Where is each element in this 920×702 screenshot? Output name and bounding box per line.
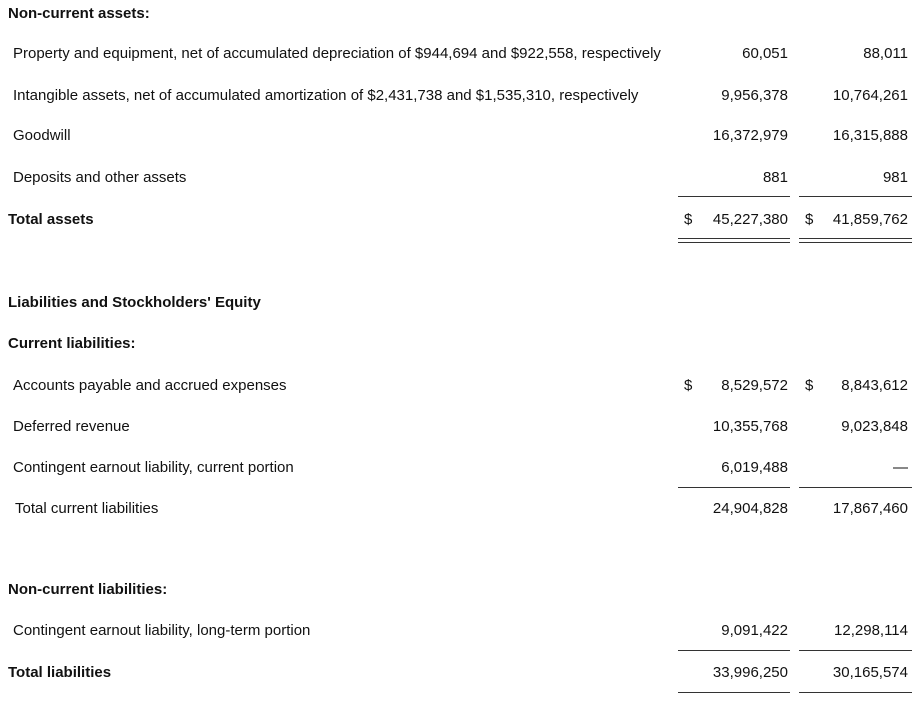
value-prior-year: 16,315,888 <box>832 127 908 144</box>
subtotal-rule <box>799 196 912 197</box>
value-prior-year: 10,764,261 <box>832 87 908 104</box>
value-prior-year: 17,867,460 <box>832 500 908 517</box>
table-row-accounts-payable <box>0 376 920 396</box>
section-non-current-assets <box>0 4 920 24</box>
row-label: Deposits and other assets <box>13 169 187 186</box>
section-heading: Liabilities and Stockholders' Equity <box>8 294 261 311</box>
total-double-rule <box>678 238 790 243</box>
section-heading: Current liabilities: <box>8 335 136 352</box>
value-prior-year: 12,298,114 <box>834 622 908 639</box>
value-current-year: 881 <box>762 169 788 186</box>
currency-symbol: $ <box>805 377 814 394</box>
section-current-liabilities <box>0 334 920 354</box>
table-row-intangible <box>0 86 920 106</box>
section-non-current-liabilities <box>0 580 920 600</box>
value-prior-year: — <box>893 459 908 476</box>
row-label: Total liabilities <box>8 664 112 681</box>
table-row-total-current-liabilities <box>0 499 920 519</box>
subtotal-rule <box>678 487 790 488</box>
value-current-year: 60,051 <box>742 45 788 62</box>
table-row-total-assets <box>0 210 920 230</box>
subtotal-rule <box>799 487 912 488</box>
section-liabilities-equity <box>0 293 920 313</box>
table-row-deposits <box>0 168 920 188</box>
row-label: Property and equipment, net of accumulated depreciation of $944,694 and $922,558, respectively <box>13 45 661 62</box>
row-label: Accounts payable and accrued expenses <box>13 377 287 394</box>
row-label: Intangible assets, net of accumulated amortization of $2,431,738 and $1,535,310, respectively <box>13 87 639 104</box>
value-prior-year: 30,165,574 <box>832 664 908 681</box>
value-current-year: 16,372,979 <box>712 127 788 144</box>
row-label: Deferred revenue <box>13 418 130 435</box>
value-current-year: 6,019,488 <box>721 459 788 476</box>
section-heading: Non-current liabilities: <box>8 581 168 598</box>
value-current-year: 10,355,768 <box>712 418 788 435</box>
row-label: Goodwill <box>13 127 71 144</box>
value-current-year: 45,227,380 <box>712 211 788 228</box>
table-row-earnout-long-term <box>0 621 920 641</box>
table-row-total-liabilities <box>0 663 920 683</box>
currency-symbol: $ <box>684 377 693 394</box>
value-current-year: 24,904,828 <box>712 500 788 517</box>
subtotal-rule <box>799 692 912 693</box>
table-row-earnout-current <box>0 458 920 478</box>
value-prior-year: 981 <box>882 169 908 186</box>
value-prior-year: 8,843,612 <box>841 377 908 394</box>
subtotal-rule <box>678 692 790 693</box>
section-heading: Non-current assets: <box>8 5 150 22</box>
value-prior-year: 9,023,848 <box>841 418 908 435</box>
total-double-rule <box>799 238 912 243</box>
value-current-year: 8,529,572 <box>721 377 788 394</box>
currency-symbol: $ <box>684 211 693 228</box>
value-current-year: 33,996,250 <box>712 664 788 681</box>
table-row-goodwill <box>0 126 920 146</box>
value-current-year: 9,956,378 <box>721 87 788 104</box>
table-row-property <box>0 44 920 64</box>
row-label: Contingent earnout liability, long-term portion <box>13 622 311 639</box>
value-prior-year: 41,859,762 <box>832 211 908 228</box>
row-label: Total current liabilities <box>15 500 159 517</box>
value-prior-year: 88,011 <box>863 45 908 62</box>
subtotal-rule <box>799 650 912 651</box>
currency-symbol: $ <box>805 211 814 228</box>
row-label: Contingent earnout liability, current portion <box>13 459 294 476</box>
row-label: Total assets <box>8 211 94 228</box>
table-row-deferred-revenue <box>0 417 920 437</box>
subtotal-rule <box>678 196 790 197</box>
value-current-year: 9,091,422 <box>721 622 788 639</box>
subtotal-rule <box>678 650 790 651</box>
